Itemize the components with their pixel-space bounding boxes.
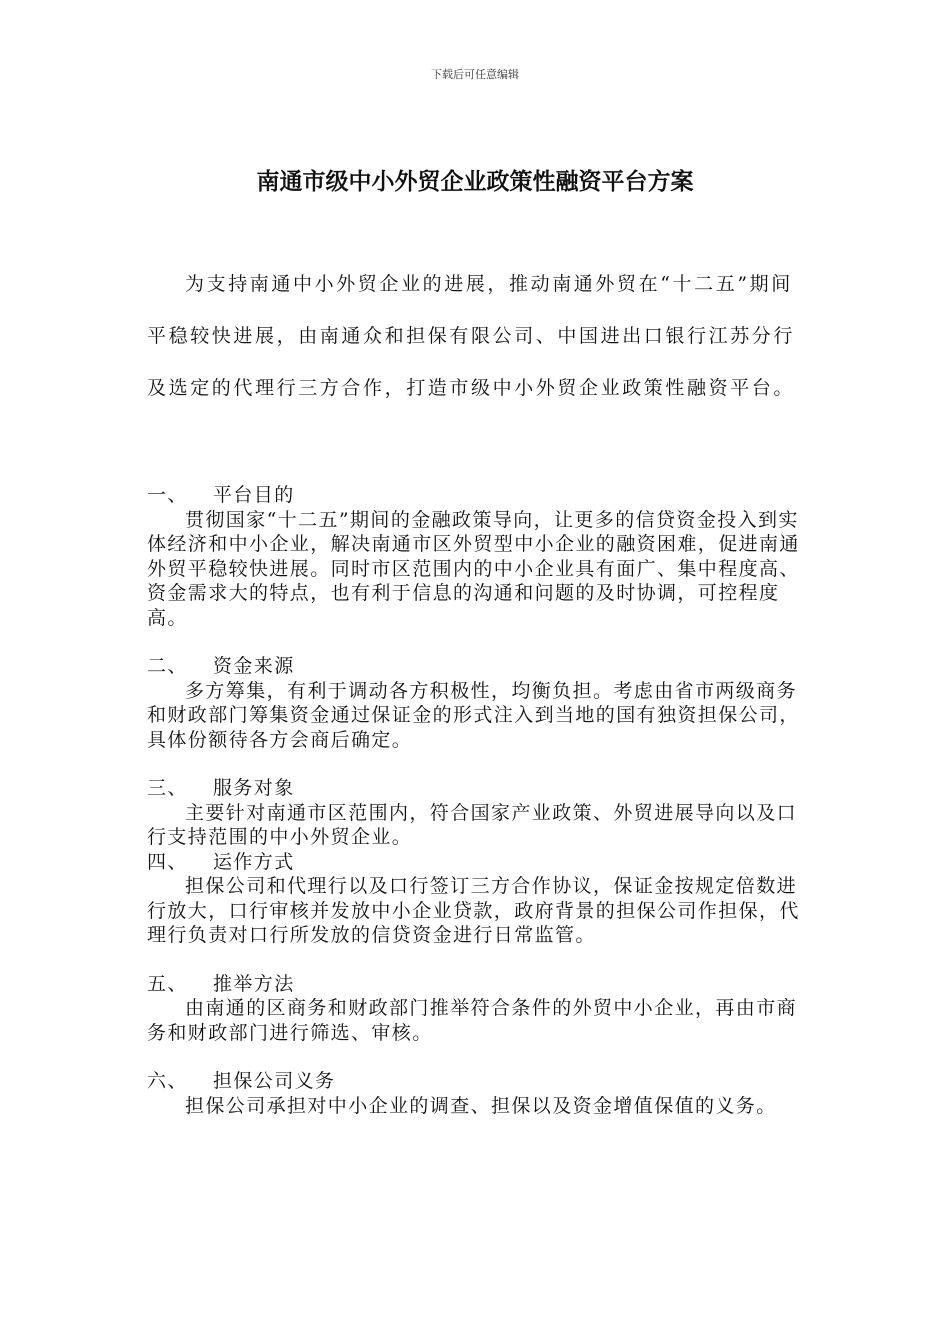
section-heading bbox=[147, 850, 807, 875]
section-number: 三、 bbox=[147, 777, 188, 799]
section-spacer bbox=[147, 948, 807, 972]
section-number: 二、 bbox=[147, 655, 188, 677]
section-funding bbox=[147, 654, 807, 752]
section-spacer bbox=[147, 630, 807, 654]
section-number: 四、 bbox=[147, 850, 188, 873]
section-title: 担保公司义务 bbox=[213, 1070, 336, 1092]
section-body: 贯彻国家“十二五”期间的金融政策导向，让更多的信贷资金投入到实体经济和中小企业，解决南通市区外贸型中小企业的融资困难，促进南通外贸平稳较快进展。同时市区范围内的中小企业具有面广、集中程度高、资金需求大的特点，也有利于信息的沟通和问题的及时协调，可控程度高。 bbox=[147, 508, 800, 629]
section-body: 多方筹集，有利于调动各方积极性，均衡负担。考虑由省市两级商务和财政部门筹集资金通过保证金的形式注入到当地的国有独资担保公司，具体份额待各方会商后确定。 bbox=[147, 679, 800, 751]
section-heading bbox=[147, 776, 807, 801]
page-header-note: 下载后可任意编辑 bbox=[431, 68, 519, 81]
document-title: 南通市级中小外贸企业政策性融资平台方案 bbox=[256, 169, 694, 195]
section-number: 五、 bbox=[147, 972, 188, 995]
sections-container bbox=[147, 483, 807, 1118]
section-heading bbox=[147, 1069, 807, 1094]
section-spacer bbox=[147, 1045, 807, 1069]
section-body: 由南通的区商务和财政部门推举符合条件的外贸中小企业，再由市商务和财政部门进行筛选、审核。 bbox=[147, 997, 798, 1044]
section-title: 推举方法 bbox=[213, 972, 295, 995]
section-guarantor-duty bbox=[147, 1069, 807, 1118]
section-purpose bbox=[147, 483, 807, 630]
section-targets bbox=[147, 776, 807, 850]
section-title: 运作方式 bbox=[213, 850, 295, 873]
section-number: 一、 bbox=[147, 484, 188, 506]
section-number: 六、 bbox=[147, 1070, 188, 1092]
section-body: 担保公司承担对中小企业的调查、担保以及资金增值保值的义务。 bbox=[185, 1094, 777, 1117]
section-heading bbox=[147, 483, 807, 508]
section-title: 服务对象 bbox=[213, 777, 295, 799]
section-spacer bbox=[147, 752, 807, 776]
section-body: 担保公司和代理行以及口行签订三方合作协议，保证金按规定倍数进行放大，口行审核并发放中小企业贷款，政府背景的担保公司作担保，代理行负责对口行所发放的信贷资金进行日常监管。 bbox=[147, 875, 800, 946]
section-title: 平台目的 bbox=[213, 484, 295, 506]
intro-paragraph: 为支持南通中小外贸企业的进展，推动南通外贸在“十二五”期间平稳较快进展，由南通众和担保有限公司、中国进出口银行江苏分行及选定的代理行三方合作，打造市级中小外贸企业政策性融资平台。 bbox=[147, 273, 796, 399]
section-operation bbox=[147, 850, 807, 948]
section-heading bbox=[147, 972, 807, 997]
section-recommendation bbox=[147, 972, 807, 1046]
section-body: 主要针对南通市区范围内，符合国家产业政策、外贸进展导向以及口行支持范围的中小外贸企业。 bbox=[147, 801, 798, 848]
section-title: 资金来源 bbox=[213, 655, 295, 677]
section-heading bbox=[147, 654, 807, 679]
